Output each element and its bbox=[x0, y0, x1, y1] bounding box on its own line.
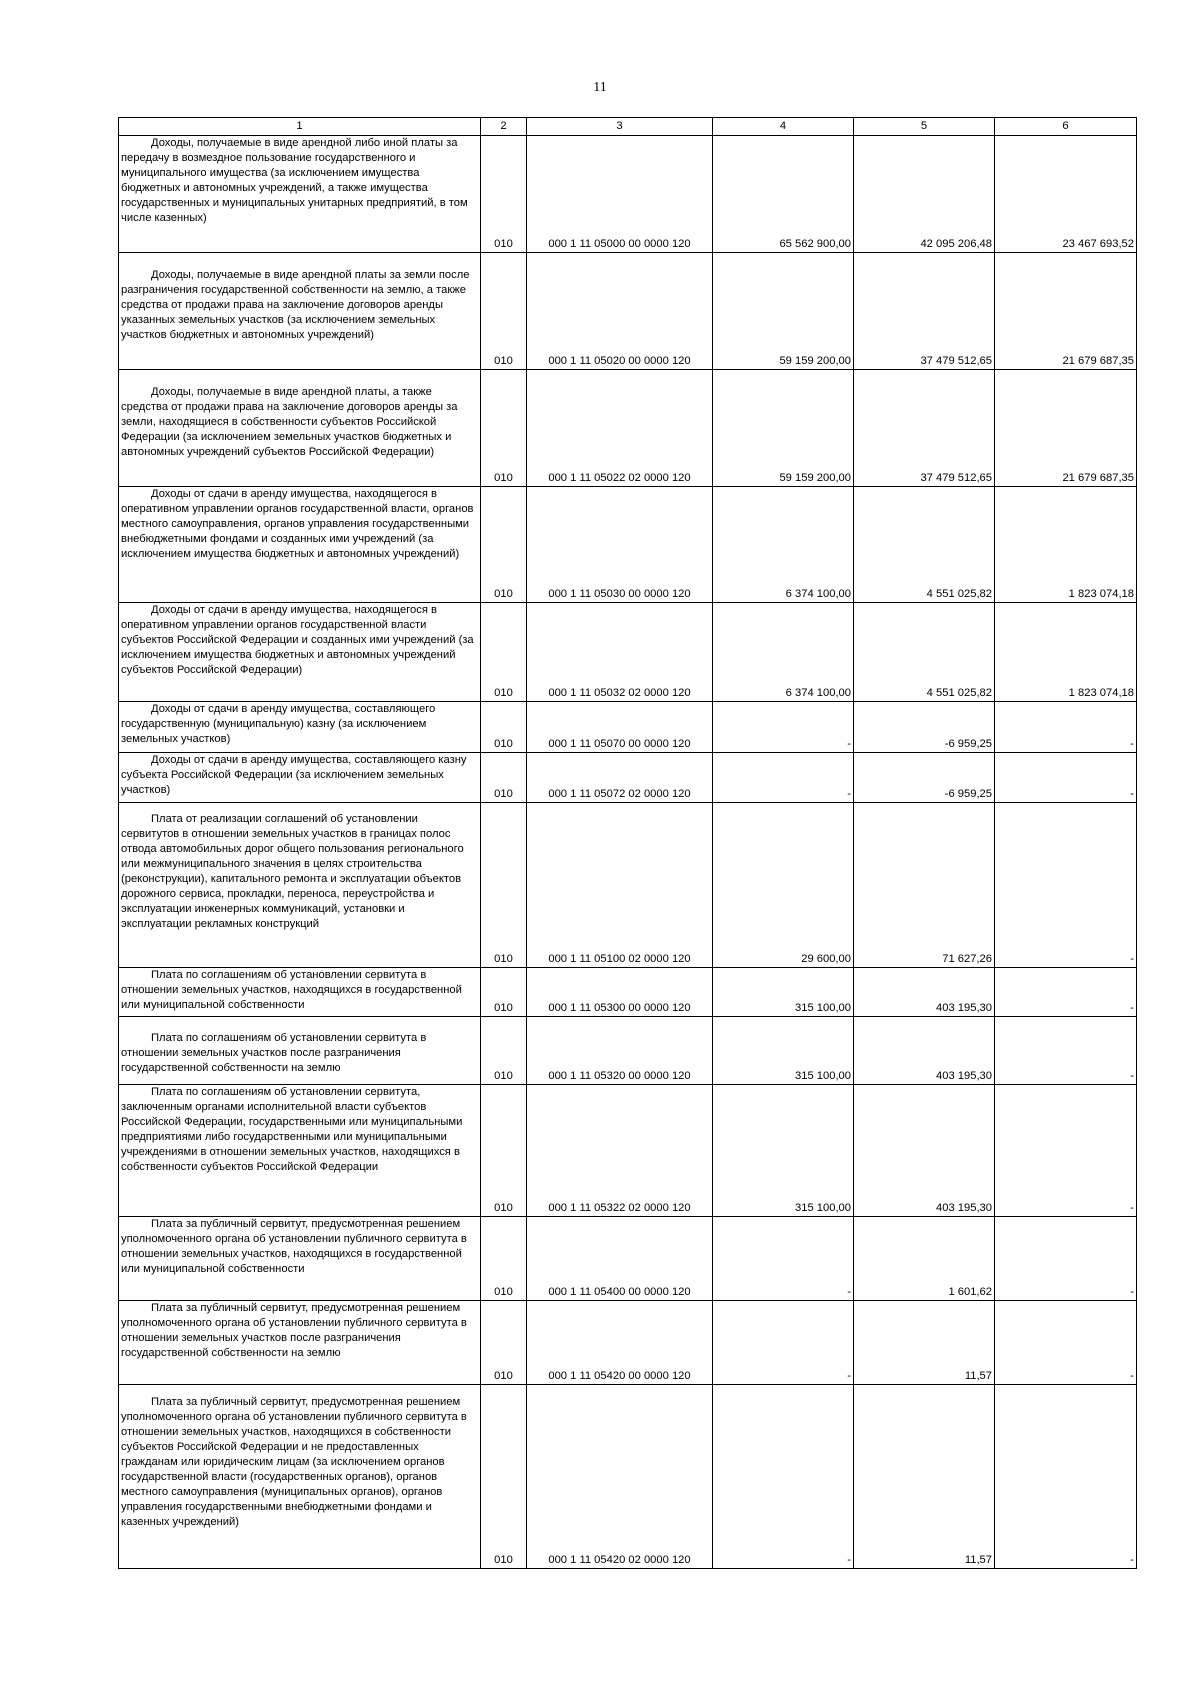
row-name: Плата за публичный сервитут, предусмотренная решением уполномоченного органа об установлении публичного сервитута в отношении земельных участков после разграничения государственной собственности на землю bbox=[119, 1301, 481, 1385]
row-executed-amount: 403 195,30 bbox=[854, 1017, 995, 1085]
row-line-code: 010 bbox=[481, 753, 527, 803]
row-executed-amount: 4 551 025,82 bbox=[854, 487, 995, 603]
row-unexecuted-amount: - bbox=[995, 753, 1137, 803]
table-row bbox=[119, 803, 1137, 968]
row-line-code: 010 bbox=[481, 1301, 527, 1385]
row-revenue-code: 000 1 11 05000 00 0000 120 bbox=[527, 136, 713, 253]
row-revenue-code: 000 1 11 05420 00 0000 120 bbox=[527, 1301, 713, 1385]
row-approved-amount: 65 562 900,00 bbox=[713, 136, 854, 253]
row-approved-amount: 315 100,00 bbox=[713, 1017, 854, 1085]
table-row bbox=[119, 1085, 1137, 1217]
row-executed-amount: 403 195,30 bbox=[854, 968, 995, 1017]
row-executed-amount: 42 095 206,48 bbox=[854, 136, 995, 253]
table-row bbox=[119, 753, 1137, 803]
row-approved-amount: 59 159 200,00 bbox=[713, 370, 854, 487]
revenue-table bbox=[118, 117, 1137, 1569]
table-row bbox=[119, 136, 1137, 253]
row-unexecuted-amount: - bbox=[995, 1301, 1137, 1385]
row-line-code: 010 bbox=[481, 1217, 527, 1301]
header-row bbox=[119, 118, 1137, 136]
row-revenue-code: 000 1 11 05400 00 0000 120 bbox=[527, 1217, 713, 1301]
row-approved-amount: 315 100,00 bbox=[713, 968, 854, 1017]
row-name: Доходы, получаемые в виде арендной платы, а также средства от продажи права на заключение договоров аренды за земли, находящиеся в собственности субъектов Российской Федерации (за исключением земельных участков бюджетных и автономных учреждений субъектов Российской Федерации) bbox=[119, 370, 481, 487]
row-name: Плата за публичный сервитут, предусмотренная решением уполномоченного органа об установлении публичного сервитута в отношении земельных участков, находящихся в собственности субъектов Российской Федерации и не предоставленных гражданам или юридическим лицам (за исключением органов государственной власти (государственных органов), органов местного самоуправления (муниципальных органов), органов управления государственными внебюджетными фондами и казенных учреждений) bbox=[119, 1385, 481, 1569]
row-executed-amount: -6 959,25 bbox=[854, 702, 995, 753]
table-body bbox=[119, 136, 1137, 1569]
row-line-code: 010 bbox=[481, 603, 527, 702]
row-unexecuted-amount: - bbox=[995, 803, 1137, 968]
table-row bbox=[119, 370, 1137, 487]
row-line-code: 010 bbox=[481, 803, 527, 968]
row-executed-amount: -6 959,25 bbox=[854, 753, 995, 803]
table-row bbox=[119, 1217, 1137, 1301]
row-name: Плата по соглашениям об установлении сервитута, заключенным органами исполнительной власти субъектов Российской Федерации, государственными или муниципальными предприятиями либо государственными или муниципальными учреждениями в отношении земельных участков, находящихся в собственности субъектов Российской Федерации bbox=[119, 1085, 481, 1217]
row-approved-amount: - bbox=[713, 1385, 854, 1569]
row-name: Плата от реализации соглашений об установлении сервитутов в отношении земельных участков в границах полос отвода автомобильных дорог общего пользования регионального или межмуниципального значения в целях строительства (реконструкции), капитального ремонта и эксплуатации объектов дорожного сервиса, прокладки, переноса, переустройства и эксплуатации инженерных коммуникаций, установки и эксплуатации рекламных конструкций bbox=[119, 803, 481, 968]
row-name: Доходы, получаемые в виде арендной либо иной платы за передачу в возмездное пользование государственного и муниципального имущества (за исключением имущества бюджетных и автономных учреждений, а также имущества государственных и муниципальных унитарных предприятий, в том числе казенных) bbox=[119, 136, 481, 253]
row-approved-amount: - bbox=[713, 702, 854, 753]
header-col-3: 3 bbox=[527, 118, 713, 136]
row-revenue-code: 000 1 11 05072 02 0000 120 bbox=[527, 753, 713, 803]
row-unexecuted-amount: - bbox=[995, 1217, 1137, 1301]
row-name: Плата за публичный сервитут, предусмотренная решением уполномоченного органа об установлении публичного сервитута в отношении земельных участков, находящихся в государственной или муниципальной собственности bbox=[119, 1217, 481, 1301]
header-col-1: 1 bbox=[119, 118, 481, 136]
row-revenue-code: 000 1 11 05030 00 0000 120 bbox=[527, 487, 713, 603]
row-revenue-code: 000 1 11 05100 02 0000 120 bbox=[527, 803, 713, 968]
row-executed-amount: 37 479 512,65 bbox=[854, 253, 995, 370]
row-unexecuted-amount: 23 467 693,52 bbox=[995, 136, 1137, 253]
row-executed-amount: 71 627,26 bbox=[854, 803, 995, 968]
row-unexecuted-amount: 1 823 074,18 bbox=[995, 487, 1137, 603]
header-col-2: 2 bbox=[481, 118, 527, 136]
row-line-code: 010 bbox=[481, 487, 527, 603]
row-executed-amount: 11,57 bbox=[854, 1385, 995, 1569]
row-revenue-code: 000 1 11 05032 02 0000 120 bbox=[527, 603, 713, 702]
header-col-4: 4 bbox=[713, 118, 854, 136]
table-row bbox=[119, 1385, 1137, 1569]
row-unexecuted-amount: - bbox=[995, 1085, 1137, 1217]
row-line-code: 010 bbox=[481, 968, 527, 1017]
row-name: Плата по соглашениям об установлении сервитута в отношении земельных участков после разграничения государственной собственности на землю bbox=[119, 1017, 481, 1085]
table-row bbox=[119, 1017, 1137, 1085]
table-row bbox=[119, 603, 1137, 702]
row-executed-amount: 403 195,30 bbox=[854, 1085, 995, 1217]
row-unexecuted-amount: 21 679 687,35 bbox=[995, 253, 1137, 370]
table-row bbox=[119, 968, 1137, 1017]
row-unexecuted-amount: - bbox=[995, 968, 1137, 1017]
row-executed-amount: 4 551 025,82 bbox=[854, 603, 995, 702]
row-revenue-code: 000 1 11 05070 00 0000 120 bbox=[527, 702, 713, 753]
row-name: Доходы от сдачи в аренду имущества, находящегося в оперативном управлении органов государственной власти, органов местного самоуправления, органов управления государственными внебюджетными фондами и созданных ими учреждений (за исключением имущества бюджетных и автономных учреждений) bbox=[119, 487, 481, 603]
row-approved-amount: 6 374 100,00 bbox=[713, 603, 854, 702]
header-col-5: 5 bbox=[854, 118, 995, 136]
row-unexecuted-amount: - bbox=[995, 1017, 1137, 1085]
table-row bbox=[119, 702, 1137, 753]
row-unexecuted-amount: 21 679 687,35 bbox=[995, 370, 1137, 487]
table-header bbox=[119, 118, 1137, 136]
row-line-code: 010 bbox=[481, 702, 527, 753]
row-approved-amount: - bbox=[713, 1301, 854, 1385]
row-revenue-code: 000 1 11 05020 00 0000 120 bbox=[527, 253, 713, 370]
row-approved-amount: 29 600,00 bbox=[713, 803, 854, 968]
row-line-code: 010 bbox=[481, 136, 527, 253]
row-unexecuted-amount: 1 823 074,18 bbox=[995, 603, 1137, 702]
row-approved-amount: - bbox=[713, 1217, 854, 1301]
row-executed-amount: 1 601,62 bbox=[854, 1217, 995, 1301]
row-revenue-code: 000 1 11 05022 02 0000 120 bbox=[527, 370, 713, 487]
row-revenue-code: 000 1 11 05300 00 0000 120 bbox=[527, 968, 713, 1017]
row-line-code: 010 bbox=[481, 253, 527, 370]
row-approved-amount: 315 100,00 bbox=[713, 1085, 854, 1217]
row-executed-amount: 11,57 bbox=[854, 1301, 995, 1385]
row-line-code: 010 bbox=[481, 1385, 527, 1569]
row-revenue-code: 000 1 11 05420 02 0000 120 bbox=[527, 1385, 713, 1569]
table-row bbox=[119, 253, 1137, 370]
table-row bbox=[119, 1301, 1137, 1385]
row-revenue-code: 000 1 11 05320 00 0000 120 bbox=[527, 1017, 713, 1085]
row-name: Доходы от сдачи в аренду имущества, составляющего казну субъекта Российской Федерации (за исключением земельных участков) bbox=[119, 753, 481, 803]
row-name: Доходы от сдачи в аренду имущества, составляющего государственную (муниципальную) казну (за исключением земельных участков) bbox=[119, 702, 481, 753]
row-executed-amount: 37 479 512,65 bbox=[854, 370, 995, 487]
row-approved-amount: 6 374 100,00 bbox=[713, 487, 854, 603]
row-revenue-code: 000 1 11 05322 02 0000 120 bbox=[527, 1085, 713, 1217]
row-approved-amount: 59 159 200,00 bbox=[713, 253, 854, 370]
row-name: Доходы, получаемые в виде арендной платы за земли после разграничения государственной собственности на землю, а также средства от продажи права на заключение договоров аренды указанных земельных участков (за исключением земельных участков бюджетных и автономных учреждений) bbox=[119, 253, 481, 370]
header-col-6: 6 bbox=[995, 118, 1137, 136]
row-line-code: 010 bbox=[481, 1017, 527, 1085]
row-unexecuted-amount: - bbox=[995, 702, 1137, 753]
page-number: 11 bbox=[593, 80, 607, 95]
row-line-code: 010 bbox=[481, 370, 527, 487]
row-name: Плата по соглашениям об установлении сервитута в отношении земельных участков, находящихся в государственной или муниципальной собственности bbox=[119, 968, 481, 1017]
row-line-code: 010 bbox=[481, 1085, 527, 1217]
row-approved-amount: - bbox=[713, 753, 854, 803]
row-unexecuted-amount: - bbox=[995, 1385, 1137, 1569]
table-row bbox=[119, 487, 1137, 603]
row-name: Доходы от сдачи в аренду имущества, находящегося в оперативном управлении органов государственной власти субъектов Российской Федерации и созданных ими учреждений (за исключением имущества бюджетных и автономных учреждений субъектов Российской Федерации) bbox=[119, 603, 481, 702]
